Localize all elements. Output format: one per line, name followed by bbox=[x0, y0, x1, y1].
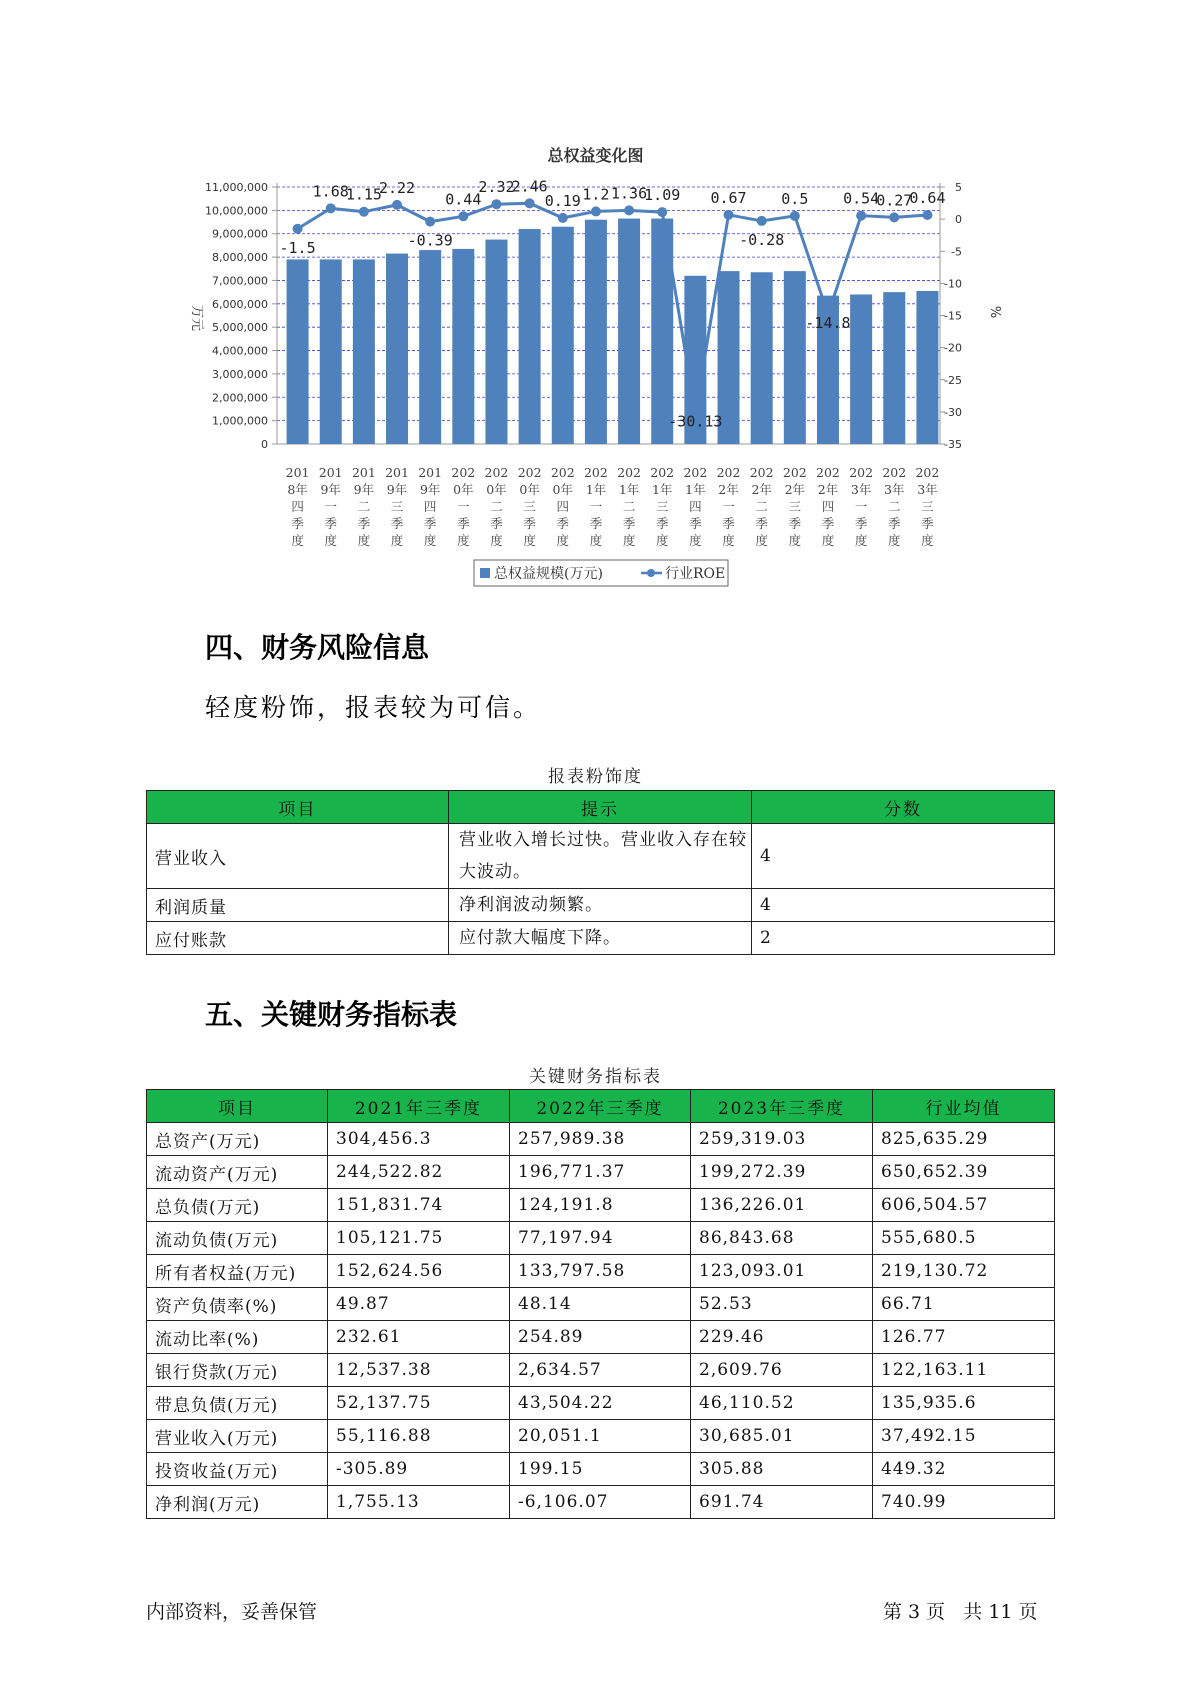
x-tick-label: 度 bbox=[457, 533, 470, 548]
value-2022q3: 257,989.38 bbox=[510, 1123, 691, 1156]
x-tick-label: 度 bbox=[556, 533, 570, 548]
equity-bar bbox=[585, 220, 607, 444]
legend-line-marker bbox=[647, 569, 655, 577]
value-industry-avg: 606,504.57 bbox=[873, 1189, 1055, 1222]
x-tick-label: 度 bbox=[655, 533, 669, 548]
risk-summary: 轻度粉饰，报表较为可信。 bbox=[205, 693, 542, 722]
value-industry-avg: 740.99 bbox=[873, 1486, 1055, 1519]
x-tick-label: 8年 bbox=[287, 482, 308, 497]
equity-bar bbox=[552, 227, 574, 444]
x-tick-label: 四 bbox=[689, 499, 702, 514]
y2-tick-label: -5 bbox=[951, 245, 962, 259]
roe-point bbox=[757, 216, 767, 226]
y-tick-label: 1,000,000 bbox=[212, 414, 268, 428]
roe-label: 1.2 bbox=[582, 185, 610, 204]
key-table-header bbox=[147, 1090, 1055, 1123]
metric-name: 流动负债(万元) bbox=[147, 1222, 328, 1255]
x-tick-label: 9年 bbox=[386, 482, 408, 497]
roe-point bbox=[724, 210, 734, 220]
x-tick-label: 201 bbox=[385, 465, 409, 480]
equity-bar bbox=[353, 259, 375, 444]
value-2021q3: 12,537.38 bbox=[328, 1354, 510, 1387]
x-tick-label: 度 bbox=[821, 533, 835, 548]
y2-tick-label: -25 bbox=[944, 373, 962, 387]
roe-label: 1.15 bbox=[345, 185, 382, 204]
risk-item: 营业收入 bbox=[147, 824, 449, 889]
x-tick-label: 度 bbox=[622, 533, 636, 548]
header-hint: 提示 bbox=[449, 791, 752, 824]
equity-bar bbox=[519, 229, 541, 444]
x-tick-label: 度 bbox=[523, 533, 536, 548]
equity-bar bbox=[287, 259, 309, 444]
x-tick-label: 2年 bbox=[817, 482, 839, 497]
y-tick-label: 6,000,000 bbox=[212, 297, 268, 311]
x-tick-label: 度 bbox=[921, 533, 934, 548]
y2-tick-label: -30 bbox=[944, 405, 962, 419]
risk-hint: 净利润波动频繁。 bbox=[449, 889, 752, 922]
roe-label: -30.13 bbox=[668, 412, 723, 431]
value-2021q3: 232.61 bbox=[328, 1321, 510, 1354]
risk-table-header bbox=[147, 791, 1055, 824]
value-2023q3: 691.74 bbox=[691, 1486, 873, 1519]
value-2023q3: 259,319.03 bbox=[691, 1123, 873, 1156]
equity-bar bbox=[618, 219, 640, 444]
x-tick-label: 202 bbox=[849, 465, 874, 480]
x-tick-label: 0年 bbox=[552, 482, 574, 497]
x-tick-label: 度 bbox=[755, 533, 768, 548]
metric-name: 流动比率(%) bbox=[147, 1321, 328, 1354]
header-2021q3: 2021年三季度 bbox=[328, 1090, 510, 1123]
risk-item: 应付账款 bbox=[147, 922, 449, 955]
x-tick-label: 季 bbox=[788, 516, 802, 531]
roe-label: 2.22 bbox=[378, 178, 416, 197]
value-2022q3: 43,504.22 bbox=[510, 1387, 691, 1420]
x-tick-label: 202 bbox=[882, 465, 907, 480]
metric-name: 总资产(万元) bbox=[147, 1123, 328, 1156]
x-tick-label: 度 bbox=[357, 533, 371, 548]
y2-tick-label: -20 bbox=[944, 341, 962, 355]
value-2022q3: 199.15 bbox=[510, 1453, 691, 1486]
table-row bbox=[147, 1189, 1055, 1222]
x-tick-label: 季 bbox=[655, 516, 669, 531]
roe-label: 2.32 bbox=[478, 178, 515, 197]
y-tick-label: 0 bbox=[261, 438, 268, 451]
value-2022q3: 2,634.57 bbox=[510, 1354, 691, 1387]
y-axis-title: 万元 bbox=[189, 304, 204, 332]
x-tick-label: 3年 bbox=[884, 482, 905, 497]
x-tick-label: 二 bbox=[755, 499, 768, 514]
equity-bar bbox=[751, 272, 773, 444]
value-2023q3: 136,226.01 bbox=[691, 1189, 873, 1222]
roe-label: 1.09 bbox=[644, 186, 681, 205]
x-tick-label: 季 bbox=[589, 516, 603, 531]
x-tick-label: 0年 bbox=[519, 482, 540, 497]
x-tick-label: 二 bbox=[490, 499, 503, 514]
y-tick-label: 2,000,000 bbox=[212, 391, 268, 405]
metric-name: 总负债(万元) bbox=[147, 1189, 328, 1222]
value-2023q3: 123,093.01 bbox=[691, 1255, 873, 1288]
table-row bbox=[147, 889, 1055, 922]
x-tick-label: 0年 bbox=[453, 482, 474, 497]
table-row bbox=[147, 1321, 1055, 1354]
value-2023q3: 199,272.39 bbox=[691, 1156, 873, 1189]
x-tick-label: 度 bbox=[324, 533, 337, 548]
legend-bar-label: 总权益规模(万元) bbox=[494, 566, 603, 582]
x-tick-label: 一 bbox=[722, 499, 735, 514]
chart-legend bbox=[474, 560, 728, 586]
roe-label: 0.5 bbox=[781, 189, 809, 208]
value-2022q3: 77,197.94 bbox=[510, 1222, 691, 1255]
x-tick-label: 季 bbox=[689, 516, 702, 531]
x-tick-label: 三 bbox=[523, 499, 536, 514]
roe-label: -0.28 bbox=[739, 230, 785, 249]
x-tick-label: 度 bbox=[490, 533, 503, 548]
roe-point bbox=[326, 203, 336, 213]
chart-title: 总权益变化图 bbox=[547, 146, 644, 165]
value-industry-avg: 135,935.6 bbox=[873, 1387, 1055, 1420]
header-item: 项目 bbox=[147, 1090, 328, 1123]
table-row bbox=[147, 1288, 1055, 1321]
value-2023q3: 229.46 bbox=[691, 1321, 873, 1354]
x-tick-label: 202 bbox=[650, 465, 675, 480]
risk-table bbox=[146, 790, 1055, 955]
x-tick-label: 季 bbox=[457, 516, 470, 531]
value-2021q3: 1,755.13 bbox=[328, 1486, 510, 1519]
x-tick-label: 1年 bbox=[585, 482, 607, 497]
section5-heading: 五、关键财务指标表 bbox=[205, 998, 458, 1031]
roe-label: 1.68 bbox=[312, 182, 349, 201]
equity-bar bbox=[784, 271, 806, 444]
table-row bbox=[147, 1222, 1055, 1255]
x-tick-label: 季 bbox=[291, 516, 304, 531]
y2-tick-label: 0 bbox=[955, 213, 962, 227]
y-tick-label: 7,000,000 bbox=[212, 274, 268, 288]
table-row bbox=[147, 1387, 1055, 1420]
y-tick-label: 8,000,000 bbox=[212, 251, 268, 265]
metric-name: 投资收益(万元) bbox=[147, 1453, 328, 1486]
x-tick-label: 三 bbox=[921, 499, 934, 514]
value-2021q3: 151,831.74 bbox=[328, 1189, 510, 1222]
value-2023q3: 30,685.01 bbox=[691, 1420, 873, 1453]
roe-label: 0.64 bbox=[909, 189, 946, 208]
y2-axis-title: % bbox=[987, 305, 1002, 319]
x-tick-label: 季 bbox=[490, 516, 503, 531]
header-industry-avg: 行业均值 bbox=[873, 1090, 1055, 1123]
x-tick-label: 202 bbox=[617, 465, 642, 480]
roe-label: 1.36 bbox=[611, 184, 648, 203]
x-tick-label: 二 bbox=[622, 499, 636, 514]
value-2021q3: 152,624.56 bbox=[328, 1255, 510, 1288]
legend-bar-swatch bbox=[480, 568, 490, 578]
roe-point bbox=[624, 205, 634, 215]
x-tick-label: 1年 bbox=[651, 482, 673, 497]
value-2023q3: 86,843.68 bbox=[691, 1222, 873, 1255]
x-tick-label: 季 bbox=[854, 516, 868, 531]
metric-name: 所有者权益(万元) bbox=[147, 1255, 328, 1288]
x-tick-label: 季 bbox=[888, 516, 901, 531]
y-tick-label: 9,000,000 bbox=[212, 227, 268, 241]
metric-name: 资产负债率(%) bbox=[147, 1288, 328, 1321]
x-tick-label: 二 bbox=[888, 499, 901, 514]
x-tick-label: 度 bbox=[423, 533, 437, 548]
table-row bbox=[147, 1255, 1055, 1288]
value-industry-avg: 555,680.5 bbox=[873, 1222, 1055, 1255]
x-tick-label: 四 bbox=[291, 499, 304, 514]
value-2023q3: 46,110.52 bbox=[691, 1387, 873, 1420]
value-2023q3: 2,609.76 bbox=[691, 1354, 873, 1387]
roe-label: 0.54 bbox=[843, 189, 880, 208]
value-2021q3: -305.89 bbox=[328, 1453, 510, 1486]
table-row bbox=[147, 1486, 1055, 1519]
x-tick-label: 三 bbox=[390, 499, 404, 514]
chart-x-ticks bbox=[286, 465, 940, 548]
footer-page-number: 第 3 页 共 11 页 bbox=[883, 1601, 1038, 1623]
equity-bar bbox=[850, 294, 872, 444]
risk-score: 2 bbox=[752, 922, 1055, 955]
value-2022q3: 48.14 bbox=[510, 1288, 691, 1321]
roe-point bbox=[856, 211, 866, 221]
equity-chart bbox=[0, 0, 1191, 600]
roe-label: 2.46 bbox=[511, 177, 548, 196]
risk-table-caption: 报表粉饰度 bbox=[548, 767, 643, 787]
value-industry-avg: 650,652.39 bbox=[873, 1156, 1055, 1189]
roe-point bbox=[525, 198, 535, 208]
table-row bbox=[147, 1354, 1055, 1387]
x-tick-label: 9年 bbox=[320, 482, 341, 497]
y2-tick-label: -10 bbox=[944, 277, 962, 291]
roe-point bbox=[359, 207, 369, 217]
y2-tick-label: -35 bbox=[944, 438, 962, 451]
value-industry-avg: 449.32 bbox=[873, 1453, 1055, 1486]
value-2021q3: 49.87 bbox=[328, 1288, 510, 1321]
roe-label: -0.39 bbox=[407, 231, 453, 250]
x-tick-label: 度 bbox=[589, 533, 603, 548]
x-tick-label: 一 bbox=[324, 499, 337, 514]
x-tick-label: 一 bbox=[457, 499, 470, 514]
y2-tick-label: -15 bbox=[944, 309, 962, 323]
x-tick-label: 2年 bbox=[718, 482, 739, 497]
x-tick-label: 202 bbox=[782, 465, 807, 480]
roe-point bbox=[591, 206, 601, 216]
x-tick-label: 度 bbox=[854, 533, 868, 548]
value-2022q3: -6,106.07 bbox=[510, 1486, 691, 1519]
value-2023q3: 52.53 bbox=[691, 1288, 873, 1321]
x-tick-label: 四 bbox=[556, 499, 570, 514]
roe-point bbox=[458, 211, 468, 221]
x-tick-label: 二 bbox=[357, 499, 371, 514]
value-2022q3: 124,191.8 bbox=[510, 1189, 691, 1222]
roe-point bbox=[889, 212, 899, 222]
section4-heading: 四、财务风险信息 bbox=[205, 631, 430, 664]
metric-name: 营业收入(万元) bbox=[147, 1420, 328, 1453]
x-tick-label: 度 bbox=[689, 533, 702, 548]
roe-point bbox=[425, 217, 435, 227]
value-industry-avg: 825,635.29 bbox=[873, 1123, 1055, 1156]
roe-label: 0.67 bbox=[710, 188, 747, 207]
y2-tick-label: 5 bbox=[955, 181, 962, 194]
roe-label: 0.27 bbox=[876, 191, 913, 210]
risk-score: 4 bbox=[752, 889, 1055, 922]
x-tick-label: 四 bbox=[423, 499, 437, 514]
equity-bar bbox=[485, 240, 507, 444]
header-item: 项目 bbox=[147, 791, 449, 824]
x-tick-label: 季 bbox=[821, 516, 835, 531]
x-tick-label: 202 bbox=[583, 465, 608, 480]
x-tick-label: 度 bbox=[888, 533, 901, 548]
value-2021q3: 52,137.75 bbox=[328, 1387, 510, 1420]
header-score: 分数 bbox=[752, 791, 1055, 824]
roe-point bbox=[293, 224, 303, 234]
roe-point bbox=[558, 213, 568, 223]
roe-point bbox=[491, 199, 501, 209]
equity-bar bbox=[386, 254, 408, 444]
x-tick-label: 202 bbox=[816, 465, 840, 480]
value-2023q3: 305.88 bbox=[691, 1453, 873, 1486]
x-tick-label: 202 bbox=[451, 465, 476, 480]
x-tick-label: 202 bbox=[749, 465, 774, 480]
equity-bar bbox=[916, 291, 938, 444]
x-tick-label: 一 bbox=[589, 499, 603, 514]
legend-line-label: 行业ROE bbox=[665, 566, 726, 582]
roe-point bbox=[657, 207, 667, 217]
x-tick-label: 9年 bbox=[419, 482, 441, 497]
x-tick-label: 202 bbox=[484, 465, 509, 480]
x-tick-label: 202 bbox=[915, 465, 940, 480]
equity-bar bbox=[452, 249, 474, 444]
x-tick-label: 0年 bbox=[486, 482, 507, 497]
roe-point bbox=[922, 210, 932, 220]
x-tick-label: 四 bbox=[821, 499, 835, 514]
x-tick-label: 度 bbox=[291, 533, 304, 548]
key-financial-table bbox=[146, 1089, 1055, 1519]
roe-label: 0.19 bbox=[544, 191, 581, 210]
value-industry-avg: 66.71 bbox=[873, 1288, 1055, 1321]
chart-grid bbox=[277, 187, 940, 421]
x-tick-label: 3年 bbox=[850, 482, 872, 497]
value-2022q3: 254.89 bbox=[510, 1321, 691, 1354]
y-tick-label: 4,000,000 bbox=[212, 344, 268, 358]
equity-bar bbox=[883, 292, 905, 444]
x-tick-label: 度 bbox=[390, 533, 404, 548]
x-tick-label: 202 bbox=[716, 465, 741, 480]
x-tick-label: 季 bbox=[921, 516, 934, 531]
x-tick-label: 度 bbox=[788, 533, 802, 548]
table-row bbox=[147, 1123, 1055, 1156]
x-tick-label: 202 bbox=[517, 465, 542, 480]
x-tick-label: 三 bbox=[788, 499, 802, 514]
value-industry-avg: 219,130.72 bbox=[873, 1255, 1055, 1288]
risk-item: 利润质量 bbox=[147, 889, 449, 922]
x-tick-label: 9年 bbox=[353, 482, 375, 497]
x-tick-label: 季 bbox=[423, 516, 437, 531]
x-tick-label: 2年 bbox=[784, 482, 806, 497]
equity-bar bbox=[320, 259, 342, 444]
roe-label: -1.5 bbox=[279, 238, 316, 257]
risk-score: 4 bbox=[752, 824, 1055, 889]
roe-label: 0.44 bbox=[445, 190, 482, 209]
x-tick-label: 季 bbox=[324, 516, 337, 531]
value-2022q3: 20,051.1 bbox=[510, 1420, 691, 1453]
x-tick-label: 202 bbox=[550, 465, 575, 480]
x-tick-label: 201 bbox=[318, 465, 343, 480]
metric-name: 银行贷款(万元) bbox=[147, 1354, 328, 1387]
y-tick-label: 3,000,000 bbox=[212, 367, 268, 381]
metric-name: 流动资产(万元) bbox=[147, 1156, 328, 1189]
x-tick-label: 季 bbox=[622, 516, 636, 531]
x-tick-label: 3年 bbox=[917, 482, 938, 497]
table-row bbox=[147, 922, 1055, 955]
value-industry-avg: 122,163.11 bbox=[873, 1354, 1055, 1387]
x-tick-label: 1年 bbox=[685, 482, 706, 497]
y-tick-label: 11,000,000 bbox=[205, 181, 268, 194]
x-tick-label: 季 bbox=[722, 516, 735, 531]
x-tick-label: 季 bbox=[523, 516, 536, 531]
x-tick-label: 201 bbox=[418, 465, 443, 480]
x-tick-label: 季 bbox=[357, 516, 371, 531]
roe-label: -14.8 bbox=[805, 314, 851, 333]
x-tick-label: 三 bbox=[655, 499, 669, 514]
value-2022q3: 133,797.58 bbox=[510, 1255, 691, 1288]
y-tick-label: 10,000,000 bbox=[205, 204, 268, 218]
metric-name: 净利润(万元) bbox=[147, 1486, 328, 1519]
value-2021q3: 244,522.82 bbox=[328, 1156, 510, 1189]
x-tick-label: 201 bbox=[351, 465, 376, 480]
header-2023q3: 2023年三季度 bbox=[691, 1090, 873, 1123]
value-industry-avg: 37,492.15 bbox=[873, 1420, 1055, 1453]
x-tick-label: 2年 bbox=[751, 482, 772, 497]
x-tick-label: 1年 bbox=[618, 482, 640, 497]
value-2022q3: 196,771.37 bbox=[510, 1156, 691, 1189]
x-tick-label: 一 bbox=[854, 499, 868, 514]
header-2022q3: 2022年三季度 bbox=[510, 1090, 691, 1123]
y-tick-label: 5,000,000 bbox=[212, 321, 268, 335]
key-table-caption: 关键财务指标表 bbox=[529, 1067, 662, 1087]
table-row bbox=[147, 1156, 1055, 1189]
x-tick-label: 季 bbox=[390, 516, 404, 531]
value-2021q3: 55,116.88 bbox=[328, 1420, 510, 1453]
table-row bbox=[147, 824, 1055, 889]
x-tick-label: 度 bbox=[722, 533, 735, 548]
roe-point bbox=[392, 200, 402, 210]
table-row bbox=[147, 1453, 1055, 1486]
table-row bbox=[147, 1420, 1055, 1453]
risk-hint: 应付款大幅度下降。 bbox=[449, 922, 752, 955]
value-2021q3: 105,121.75 bbox=[328, 1222, 510, 1255]
x-tick-label: 季 bbox=[755, 516, 768, 531]
x-tick-label: 202 bbox=[683, 465, 708, 480]
risk-hint: 营业收入增长过快。营业收入存在较大波动。 bbox=[449, 824, 752, 889]
value-industry-avg: 126.77 bbox=[873, 1321, 1055, 1354]
x-tick-label: 季 bbox=[556, 516, 570, 531]
value-2021q3: 304,456.3 bbox=[328, 1123, 510, 1156]
x-tick-label: 201 bbox=[285, 465, 310, 480]
roe-point bbox=[790, 211, 800, 221]
metric-name: 带息负债(万元) bbox=[147, 1387, 328, 1420]
footer-confidential-note: 内部资料，妥善保管 bbox=[146, 1601, 318, 1623]
equity-bar bbox=[419, 250, 441, 444]
